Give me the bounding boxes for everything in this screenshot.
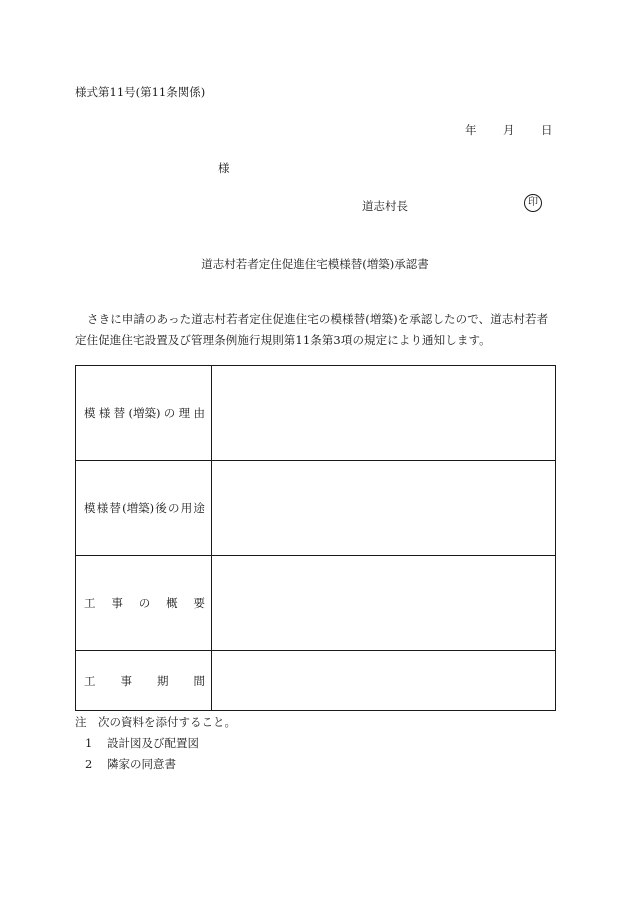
row-label-outline <box>76 556 212 651</box>
date-day-label: 日 <box>541 123 553 137</box>
date-line <box>465 122 553 138</box>
row-label-text <box>84 500 205 516</box>
row-label-char: 後 <box>155 501 167 515</box>
row-label-text <box>84 405 205 421</box>
row-label-text <box>84 673 205 689</box>
date-month-label: 月 <box>503 123 515 137</box>
table-row-reason <box>76 366 556 461</box>
row-label-char: 用 <box>180 501 193 515</box>
note-number: 2 <box>85 757 93 771</box>
row-label-char: 事 <box>111 596 123 610</box>
row-value-period[interactable] <box>212 651 556 711</box>
row-label-period <box>76 651 212 711</box>
row-label-char: 様 <box>98 406 111 420</box>
row-value-outline[interactable] <box>212 556 556 651</box>
row-label-char: 模 <box>84 406 96 420</box>
note-number: 1 <box>85 736 93 750</box>
row-label-char: 替 <box>113 406 126 420</box>
row-label-char: 途 <box>193 501 205 515</box>
note-text: 設計図及び配置図 <box>107 736 199 750</box>
row-value-reason[interactable] <box>212 366 556 461</box>
notes-section <box>75 712 236 775</box>
row-label-char: (増築) <box>122 501 155 515</box>
note-text: 隣家の同意書 <box>107 757 176 771</box>
row-label-char: 事 <box>120 673 132 688</box>
form-number: 様式第11号(第11条関係) <box>75 85 206 99</box>
row-label-char: (増築) <box>128 406 161 420</box>
table-row-period <box>76 651 556 711</box>
row-label-char: の <box>168 501 180 515</box>
row-label-char: 理 <box>178 406 191 420</box>
row-label-char: 工 <box>84 596 96 610</box>
note-item <box>75 733 236 754</box>
row-label-char: の <box>138 596 151 610</box>
row-label-char: の <box>163 406 176 420</box>
addressee-suffix: 様 <box>218 161 230 175</box>
notes-heading: 注 次の資料を添付すること。 <box>75 715 236 729</box>
row-label-char: 要 <box>193 596 205 610</box>
issuer-name: 道志村長 <box>362 199 408 213</box>
row-label-char: 工 <box>84 673 96 688</box>
row-label-char: 様 <box>96 501 109 515</box>
application-table <box>75 365 556 711</box>
row-label-usage <box>76 461 212 556</box>
row-label-char: 期 <box>157 673 169 688</box>
row-label-char: 間 <box>193 673 205 688</box>
row-label-reason <box>76 366 212 461</box>
document-title: 道志村若者定住促進住宅模様替(増築)承認書 <box>201 257 429 271</box>
row-value-usage[interactable] <box>212 461 556 556</box>
row-label-char: 替 <box>109 501 121 515</box>
seal-mark: 印 <box>524 194 542 212</box>
table-row-usage <box>76 461 556 556</box>
body-paragraph: さきに申請のあった道志村若者定住促進住宅の模様替(増築)を承認したので、道志村若者定住促進住宅設置及び管理条例施行規則第11条第3項の規定により通知します。 <box>75 312 549 347</box>
row-label-char: 由 <box>193 406 205 420</box>
row-label-text <box>84 595 205 611</box>
table-row-outline <box>76 556 556 651</box>
note-item <box>75 754 236 775</box>
row-label-char: 概 <box>166 596 178 610</box>
date-year-label: 年 <box>465 123 477 137</box>
row-label-char: 模 <box>84 501 96 515</box>
